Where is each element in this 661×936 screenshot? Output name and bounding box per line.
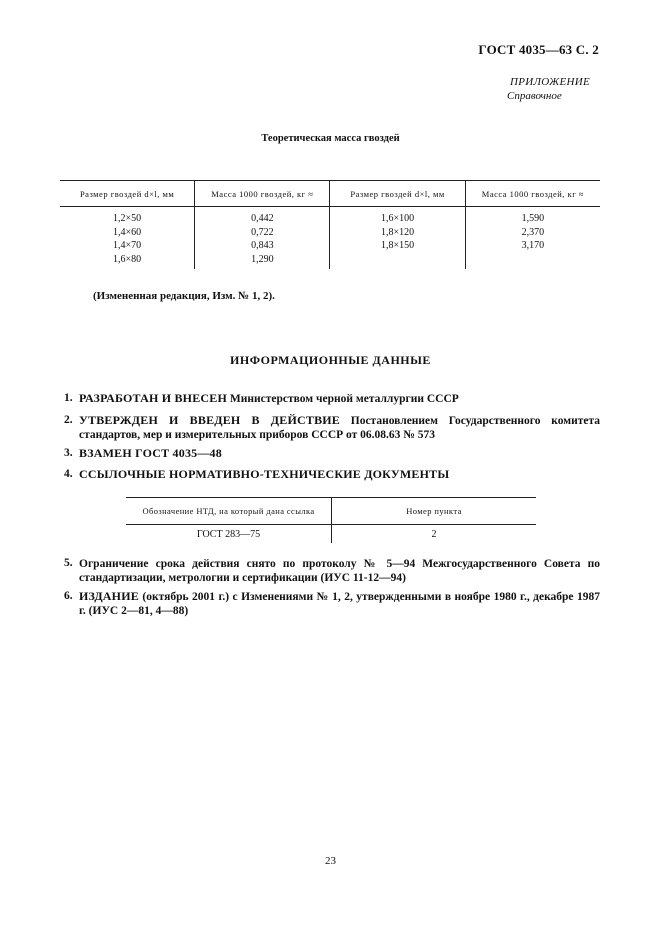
table-cell: 1,290: [195, 253, 330, 270]
item-number: 2.: [64, 414, 73, 426]
table-row: [60, 207, 600, 226]
table-cell: 0,843: [195, 239, 330, 253]
document-header: ГОСТ 4035—63 С. 2: [478, 42, 599, 57]
table-cell: [465, 253, 600, 270]
col-header-size-2: Размер гвоздей d×l, мм: [330, 181, 465, 207]
mass-table-title: Теоретическая масса гвоздей: [261, 133, 400, 144]
table-cell: 2: [332, 525, 537, 544]
item-number: 3.: [64, 447, 73, 459]
table-cell: 1,2×50: [113, 213, 142, 224]
item-text: Постановлением Государственного комитета стандартов, мер и измерительных приборов СССР от 06.08.63 № 573: [79, 415, 600, 441]
info-title: ИНФОРМАЦИОННЫЕ ДАННЫЕ: [230, 353, 431, 367]
item-number: 5.: [64, 557, 73, 569]
table-cell: 2,370: [465, 226, 600, 240]
col-header-mass-2: Масса 1000 гвоздей, кг ≈: [465, 181, 600, 207]
table-cell: 1,8×150: [330, 239, 465, 253]
mass-table: [60, 180, 600, 269]
table-cell: 1,590: [465, 207, 600, 226]
col-header-ntd: Обозначение НТД, на который дана ссылка: [126, 498, 332, 525]
info-item-3: [64, 446, 600, 461]
col-header-mass: Масса 1000 гвоздей, кг ≈: [195, 181, 330, 207]
info-item-1: [64, 391, 600, 406]
amendment-note: (Измененная редакция, Изм. № 1, 2).: [93, 290, 275, 302]
table-cell: 1,8×120: [330, 226, 465, 240]
table-cell: 1,4×70: [113, 240, 142, 251]
table-row: [60, 253, 600, 270]
info-item-6: [64, 589, 600, 618]
item-lead: ВЗАМЕН ГОСТ 4035—48: [79, 446, 222, 460]
col-header-clause: Номер пункта: [332, 498, 537, 525]
table-cell: ГОСТ 283—75: [196, 528, 261, 540]
info-item-4: [64, 467, 600, 482]
table-row: [126, 525, 536, 544]
item-number: 4.: [64, 468, 73, 480]
table-cell: 3,170: [465, 239, 600, 253]
item-text: (октябрь 2001 г.) с Изменениями № 1, 2, утвержденными в ноябре 1980 г., декабре 1987 г. (ИУС 2—81, 4—88): [79, 591, 600, 617]
item-lead: ИЗДАНИЕ: [79, 589, 139, 603]
item-lead: РАЗРАБОТАН И ВНЕСЕН: [79, 391, 228, 405]
item-number: 1.: [64, 392, 73, 404]
item-number: 6.: [64, 590, 73, 602]
appendix-label: ПРИЛОЖЕНИЕ: [510, 76, 590, 88]
item-lead: УТВЕРЖДЕН И ВВЕДЕН В ДЕЙСТВИЕ: [79, 413, 341, 427]
item-lead: ССЫЛОЧНЫЕ НОРМАТИВНО-ТЕХНИЧЕСКИЕ ДОКУМЕНТЫ: [79, 467, 450, 481]
ntd-header-row: [126, 498, 536, 525]
item-text: Ограничение срока действия снято по протоколу № 5—94 Межгосударственного Совета по стандартизации, метрологии и сертификации (ИУС 11-12—94): [79, 558, 600, 584]
col-header-size: Размер гвоздей d×l, мм: [60, 181, 195, 207]
table-cell: 0,442: [195, 207, 330, 226]
table-row: [60, 239, 600, 253]
info-item-5: [64, 556, 600, 585]
ntd-table: [126, 497, 536, 543]
table-cell: 1,4×60: [113, 226, 142, 238]
item-text: Министерством черной металлургии СССР: [227, 393, 459, 405]
table-cell: 0,722: [195, 226, 330, 240]
info-item-2: [64, 413, 600, 442]
appendix-kind: Справочное: [507, 90, 562, 102]
mass-table-header-row: [60, 181, 600, 207]
table-cell: 1,6×100: [330, 207, 465, 226]
table-row: [60, 226, 600, 240]
table-cell: 1,6×80: [113, 253, 142, 265]
table-cell: [330, 253, 465, 270]
page-number: 23: [325, 855, 336, 867]
